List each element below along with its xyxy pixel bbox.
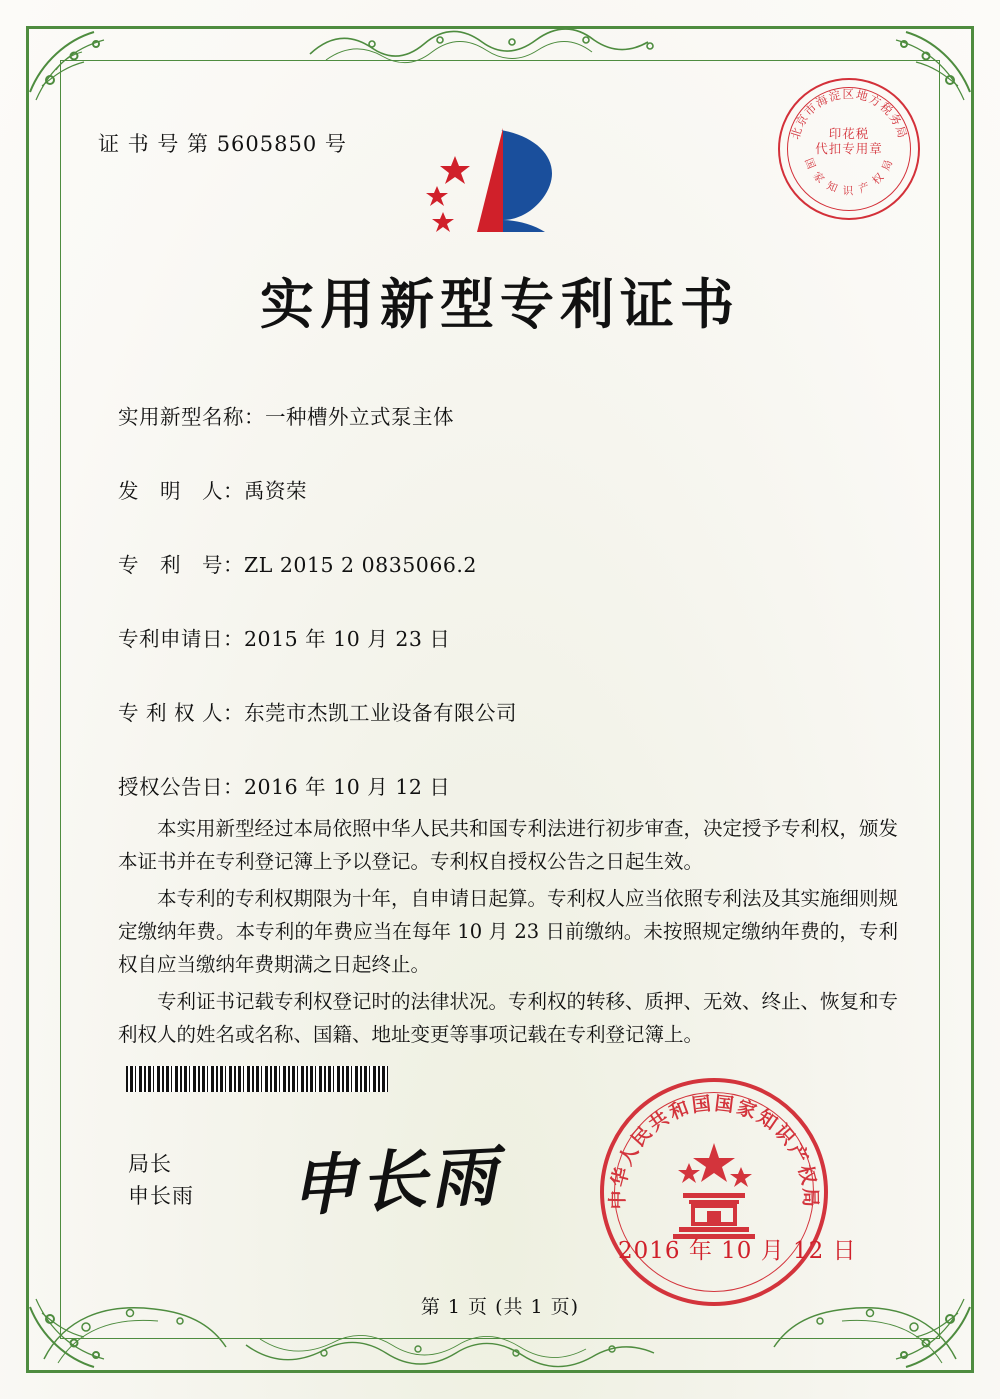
legal-paragraph-1: 本实用新型经过本局依照中华人民共和国专利法进行初步审查，决定授予专利权，颁发本证书并在专利登记簿上予以登记。专利权自授权公告之日起生效。 — [118, 817, 899, 873]
field-row-name — [118, 400, 908, 430]
legal-text-block — [118, 812, 898, 1055]
field-row-application-date — [118, 622, 908, 652]
svg-text:北京市海淀区地方税务局: 北京市海淀区地方税务局 — [787, 87, 911, 141]
tax-seal-center-text — [780, 126, 918, 156]
field-value-patent-number: ZL 2015 2 0835066.2 — [244, 553, 477, 577]
tax-seal-center-line2: 代扣专用章 — [815, 141, 883, 156]
national-office-seal — [600, 1078, 828, 1306]
field-value-patentee: 东莞市杰凯工业设备有限公司 — [244, 701, 518, 725]
tax-stamp-seal — [778, 78, 920, 220]
certificate-number: 证 书 号 第 5605850 号 — [98, 132, 347, 156]
page-footer: 第 1 页 (共 1 页) — [420, 1296, 580, 1318]
legal-paragraph-3: 专利证书记载专利权登记时的法律状况。专利权的转移、质押、无效、终止、恢复和专利权人的姓名或名称、国籍、地址变更等事项记载在专利登记簿上。 — [118, 990, 899, 1046]
svg-text:中华人民共和国国家知识产权局: 中华人民共和国国家知识产权局 — [606, 1092, 822, 1210]
field-label-application-date: 专利申请日： — [118, 627, 244, 651]
field-list — [118, 400, 908, 844]
field-value-grant-date: 2016 年 10 月 12 日 — [244, 775, 451, 799]
seal-date: 2016 年 10 月 12 日 — [618, 1238, 857, 1264]
field-label-grant-date: 授权公告日： — [118, 775, 244, 799]
field-row-patentee — [118, 696, 908, 726]
field-value-name: 一种槽外立式泵主体 — [265, 405, 454, 429]
field-label-patent-number: 专 利 号： — [118, 553, 244, 577]
field-row-patent-number — [118, 548, 908, 578]
page-title: 实用新型专利证书 — [260, 273, 740, 336]
field-label-patentee: 专 利 权 人： — [118, 701, 245, 725]
handwritten-signature: 申长雨 — [288, 1136, 503, 1226]
tax-seal-center-line1: 印花税 — [828, 126, 870, 141]
field-label-inventor: 发 明 人： — [118, 479, 244, 503]
barcode — [126, 1066, 388, 1092]
svg-text:国 家 知 识 产 权 局: 国 家 知 识 产 权 局 — [802, 156, 896, 197]
director-name-label: 申长雨 — [128, 1184, 194, 1208]
national-emblem-icon — [659, 1137, 769, 1247]
field-label-name: 实用新型名称： — [118, 405, 265, 429]
field-value-inventor: 禹资荣 — [244, 479, 307, 503]
field-value-application-date: 2015 年 10 月 23 日 — [244, 627, 451, 651]
field-row-grant-date — [118, 770, 908, 800]
field-row-inventor — [118, 474, 908, 504]
director-role-label: 局长 — [128, 1152, 172, 1176]
signature-label — [128, 1148, 194, 1212]
legal-paragraph-2: 本专利的专利权期限为十年，自申请日起算。专利权人应当依照专利法及其实施细则规定缴纳年费。本专利的年费应当在每年 10 月 23 日前缴纳。未按照规定缴纳年费的，专利权自应当缴纳年费期满之日起终止。 — [118, 887, 899, 976]
cnipa-logo — [415, 120, 575, 250]
